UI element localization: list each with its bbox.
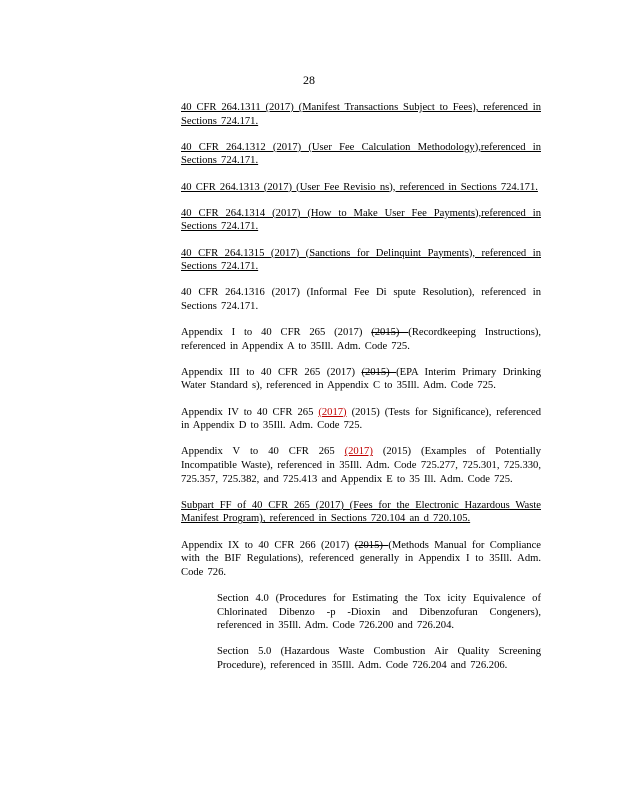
entry-text: 40 CFR 264.1316 (2017) (Informal Fee Di spute Resolution), referenced in Sections 724.171. — [181, 287, 541, 312]
reference-entry-10 — [181, 445, 541, 486]
deleted-text: (2015) — [361, 366, 397, 378]
entry-text: (2015) (Tests for Significance), referenced in Appendix D to 35Ill. Adm. Code 725. — [181, 406, 541, 432]
reference-entry-6 — [181, 286, 541, 313]
reference-entry-3 — [181, 181, 541, 195]
entry-text: Appendix V to 40 CFR 265 — [181, 446, 345, 458]
entry-text: 40 CFR 264.1311 (2017) (Manifest Transactions Subject to Fees), referenced in Sections 724.171. — [181, 102, 541, 127]
entry-text: Section 5.0 (Hazardous Waste Combustion Air Quality Screening Procedure), referenced in 35Ill. Adm. Code 726.204 and 726.206. — [217, 646, 541, 671]
reference-entry-4 — [181, 207, 541, 234]
deleted-text: (2015) — [354, 539, 389, 551]
reference-entry-9 — [181, 406, 541, 433]
inserted-text: (2017) — [344, 446, 373, 458]
entry-text: 40 CFR 264.1313 (2017) (User Fee Revisio ns), referenced in Sections 724.171. — [181, 181, 538, 193]
reference-subentry-2 — [217, 645, 541, 672]
entry-text: (2015) (Examples of Potentially Incompatible Waste), referenced in 35Ill. Adm. Code 725.277, 725.301, 725.330, 725.357, 725.382, and 725.413 and Appendix E to 35 Ill. Adm. Code 725. — [181, 446, 542, 485]
reference-entry-7 — [181, 326, 541, 353]
reference-subentry-1 — [217, 592, 541, 633]
entry-text: 40 CFR 264.1315 (2017) (Sanctions for Delinquint Payments), referenced in Sections 724.171. — [181, 247, 541, 273]
entry-text: Appendix IV to 40 CFR 265 — [181, 406, 319, 418]
entry-text: Appendix I to 40 CFR 265 (2017) — [181, 327, 372, 339]
reference-entry-8 — [181, 366, 541, 393]
reference-entry-1 — [181, 101, 541, 128]
entry-text: Appendix III to 40 CFR 265 (2017) — [181, 366, 362, 378]
entry-text: Appendix IX to 40 CFR 266 (2017) — [181, 539, 355, 551]
reference-list — [181, 101, 541, 685]
deleted-text: (2015) — [371, 327, 409, 339]
reference-entry-11 — [181, 499, 541, 526]
entry-text: Subpart FF of 40 CFR 265 (2017) (Fees for the Electronic Hazardous Waste Manifest Program), referenced in Sections 720.104 an d 720.105. — [181, 499, 541, 525]
reference-entry-12 — [181, 539, 541, 580]
page-number: 28 — [303, 73, 315, 87]
entry-text: Section 4.0 (Procedures for Estimating the Tox icity Equivalence of Chlorinated Dibenzo -p -Dioxin and Dibenzofuran Congeners), referenced in 35Ill. Adm. Code 726.200 and 726.204. — [217, 592, 541, 632]
entry-text: (EPA Interim Primary Drinking Water Standard s), referenced in Appendix C to 35Ill. Adm. Code 725. — [181, 366, 541, 392]
inserted-text: (2017) — [318, 406, 347, 418]
entry-text: 40 CFR 264.1312 (2017) (User Fee Calculation Methodology),referenced in Sections 724.171. — [181, 141, 541, 167]
entry-text: 40 CFR 264.1314 (2017) (How to Make User Fee Payments),referenced in Sections 724.171. — [181, 207, 541, 233]
reference-entry-5 — [181, 247, 541, 274]
reference-entry-2 — [181, 141, 541, 168]
entry-text: (Methods Manual for Compliance with the BIF Regulations), referenced generally in Appendix I to 35Ill. Adm. Code 726. — [181, 539, 541, 578]
entry-text: (Recordkeeping Instructions), referenced in Appendix A to 35Ill. Adm. Code 725. — [181, 327, 541, 352]
